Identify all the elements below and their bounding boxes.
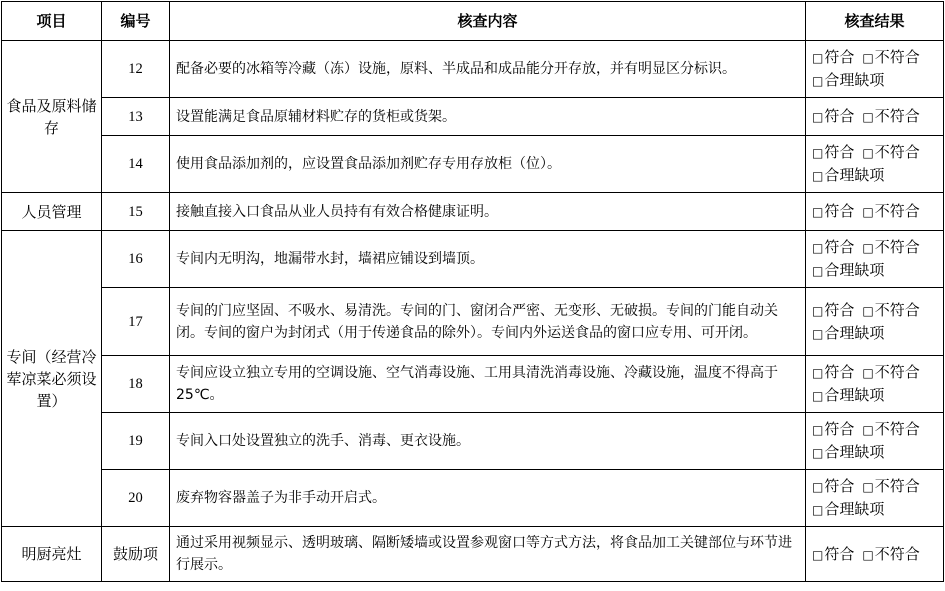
checkbox-icon[interactable]: □ (812, 169, 824, 183)
option-nonconform[interactable]: □不符合 (862, 420, 920, 438)
option-nonconform[interactable]: □不符合 (862, 143, 920, 161)
row-number: 鼓励项 (102, 527, 170, 582)
checkbox-icon[interactable]: □ (812, 146, 824, 160)
table-row (2, 41, 944, 98)
checkbox-icon[interactable]: □ (812, 205, 824, 219)
table-row (2, 356, 944, 413)
group-storage: 食品及原料储存 (2, 41, 102, 193)
table-row (2, 193, 944, 231)
option-reasonable-missing[interactable]: □合理缺项 (812, 71, 885, 89)
table-row (2, 413, 944, 470)
header-number: 编号 (102, 2, 170, 41)
row-number: 13 (102, 98, 170, 136)
option-reasonable-missing[interactable]: □合理缺项 (812, 500, 885, 518)
row-number: 12 (102, 41, 170, 98)
table-row (2, 288, 944, 356)
option-conform[interactable]: □符合 (812, 544, 855, 563)
row-content: 专间应设立独立专用的空调设施、空气消毒设施、工用具清洗消毒设施、冷藏设施，温度不得高于 25℃。 (170, 356, 806, 413)
option-conform[interactable]: □符合 (812, 300, 855, 319)
option-nonconform[interactable]: □不符合 (862, 363, 920, 381)
option-reasonable-missing[interactable]: □合理缺项 (812, 386, 885, 404)
option-nonconform[interactable]: □不符合 (862, 202, 920, 220)
row-result (806, 288, 944, 356)
group-special-room: 专间（经营冷荤凉菜必须设置） (2, 231, 102, 527)
table-row (2, 136, 944, 193)
row-content: 专间内无明沟，地漏带水封，墙裙应铺设到墙顶。 (170, 231, 806, 288)
row-result (806, 527, 944, 582)
option-conform[interactable]: □符合 (812, 202, 855, 220)
checkbox-icon[interactable]: □ (862, 241, 874, 255)
header-result: 核查结果 (806, 2, 944, 41)
row-content: 废弃物容器盖子为非手动开启式。 (170, 470, 806, 527)
checkbox-icon[interactable]: □ (812, 547, 824, 562)
option-reasonable-missing[interactable]: □合理缺项 (812, 323, 885, 342)
group-open-kitchen: 明厨亮灶 (2, 527, 102, 582)
checkbox-icon[interactable]: □ (812, 446, 824, 460)
row-content: 接触直接入口食品从业人员持有有效合格健康证明。 (170, 193, 806, 231)
row-result (806, 41, 944, 98)
option-conform[interactable]: □符合 (812, 363, 855, 381)
row-content: 专间入口处设置独立的洗手、消毒、更衣设施。 (170, 413, 806, 470)
row-result (806, 413, 944, 470)
row-content: 通过采用视频显示、透明玻璃、隔断矮墙或设置参观窗口等方式方法，将食品加工关键部位与环节进行展示。 (170, 527, 806, 582)
row-content: 配备必要的冰箱等冷藏（冻）设施，原料、半成品和成品能分开存放，并有明显区分标识。 (170, 41, 806, 98)
option-nonconform[interactable]: □不符合 (862, 238, 920, 256)
option-nonconform[interactable]: □不符合 (862, 477, 920, 495)
checkbox-icon[interactable]: □ (812, 366, 824, 380)
option-conform[interactable]: □符合 (812, 238, 855, 256)
checkbox-icon[interactable]: □ (862, 366, 874, 380)
checkbox-icon[interactable]: □ (812, 303, 824, 318)
row-content: 设置能满足食品原辅材料贮存的货柜或货架。 (170, 98, 806, 136)
checkbox-icon[interactable]: □ (812, 264, 824, 278)
header-content: 核查内容 (170, 2, 806, 41)
checkbox-icon[interactable]: □ (812, 480, 824, 494)
checkbox-icon[interactable]: □ (862, 480, 874, 494)
checkbox-icon[interactable]: □ (862, 205, 874, 219)
checkbox-icon[interactable]: □ (862, 110, 874, 124)
row-number: 15 (102, 193, 170, 231)
row-result (806, 98, 944, 136)
option-nonconform[interactable]: □不符合 (862, 48, 920, 66)
option-nonconform[interactable]: □不符合 (862, 300, 920, 319)
option-conform[interactable]: □符合 (812, 143, 855, 161)
row-content: 专间的门应坚固、不吸水、易清洗。专间的门、窗闭合严密、无变形、无破损。专间的门能自动关闭。专间的窗户为封闭式（用于传递食品的除外）。专间内外运送食品的窗口应专用、可开闭。 (170, 288, 806, 356)
option-nonconform[interactable]: □不符合 (862, 544, 920, 563)
option-reasonable-missing[interactable]: □合理缺项 (812, 166, 885, 184)
header-item: 项目 (2, 2, 102, 41)
checkbox-icon[interactable]: □ (812, 110, 824, 124)
checkbox-icon[interactable]: □ (812, 389, 824, 403)
option-nonconform[interactable]: □不符合 (862, 107, 920, 125)
option-conform[interactable]: □符合 (812, 48, 855, 66)
row-number: 16 (102, 231, 170, 288)
checkbox-icon[interactable]: □ (862, 51, 874, 65)
checkbox-icon[interactable]: □ (862, 146, 874, 160)
table-row (2, 98, 944, 136)
checkbox-icon[interactable]: □ (812, 503, 824, 517)
table-row (2, 231, 944, 288)
checkbox-icon[interactable]: □ (812, 241, 824, 255)
row-result (806, 193, 944, 231)
checkbox-icon[interactable]: □ (812, 423, 824, 437)
table-header-row (2, 2, 944, 41)
option-conform[interactable]: □符合 (812, 107, 855, 125)
option-reasonable-missing[interactable]: □合理缺项 (812, 443, 885, 461)
checkbox-icon[interactable]: □ (862, 547, 874, 562)
row-number: 19 (102, 413, 170, 470)
table-row (2, 470, 944, 527)
row-number: 17 (102, 288, 170, 356)
checkbox-icon[interactable]: □ (862, 423, 874, 437)
row-result (806, 136, 944, 193)
group-personnel: 人员管理 (2, 193, 102, 231)
row-result (806, 231, 944, 288)
option-reasonable-missing[interactable]: □合理缺项 (812, 261, 885, 279)
checkbox-icon[interactable]: □ (862, 303, 874, 318)
row-number: 20 (102, 470, 170, 527)
row-number: 18 (102, 356, 170, 413)
table-row (2, 527, 944, 582)
inspection-table (1, 1, 944, 582)
checkbox-icon[interactable]: □ (812, 51, 824, 65)
row-number: 14 (102, 136, 170, 193)
option-conform[interactable]: □符合 (812, 477, 855, 495)
checkbox-icon[interactable]: □ (812, 326, 824, 341)
row-result (806, 356, 944, 413)
row-result (806, 470, 944, 527)
row-content: 使用食品添加剂的，应设置食品添加剂贮存专用存放柜（位）。 (170, 136, 806, 193)
option-conform[interactable]: □符合 (812, 420, 855, 438)
checkbox-icon[interactable]: □ (812, 74, 824, 88)
